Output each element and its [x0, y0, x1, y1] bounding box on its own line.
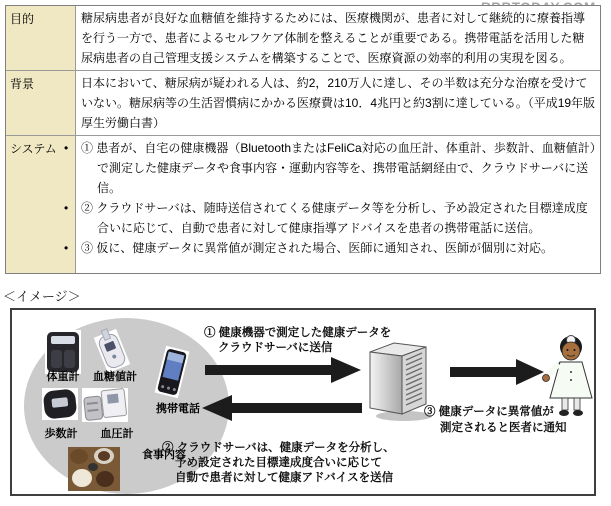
row-header-system: システム: [6, 136, 76, 273]
step2-annotation: [162, 441, 395, 486]
weight-scale-display: [51, 336, 75, 344]
mobile-phone-key: [167, 386, 171, 390]
pedometer-label: 歩数計: [44, 428, 78, 440]
system-item-3-text: ③ 仮に、健康データに異常値が測定された場合、医師に通知され、医師が個別に対応。: [81, 241, 554, 255]
step3-annotation: [424, 404, 567, 436]
spec-table: [5, 5, 601, 274]
mobile-phone-screen: [163, 352, 185, 381]
cuff-band: [87, 409, 98, 412]
step1-line2: クラウドサーバに送信: [218, 342, 333, 354]
mobile-phone-screen-glare: [167, 352, 184, 364]
glucose-meter-display: [104, 341, 116, 352]
step3-line1: ③ 健康データに異常値が: [424, 406, 554, 418]
meal-photo: [68, 447, 120, 491]
system-item-2-text: ② クラウドサーバは、随時送信されてくる健康データ等を分析し、予め設定された目標達成度合いに応じて、自動で患者に対して健康指導アドバイスを患者の携帯電話に送信。: [81, 201, 588, 235]
step2-line1: ② クラウドサーバは、健康データを分析し、: [162, 442, 395, 454]
system-item-1: [64, 138, 596, 198]
row-header-purpose: 目的: [6, 6, 76, 70]
mobile-phone-key: [172, 388, 176, 392]
row-cell-purpose: [76, 6, 600, 70]
advice-arrow-icon: [202, 395, 362, 421]
mobile-phone-key: [161, 385, 165, 389]
blood-pressure-monitor-body: [83, 388, 128, 422]
bullet-icon: •: [64, 241, 69, 255]
pedometer-display: [51, 397, 68, 408]
pedometer-icon: [42, 388, 78, 420]
weight-scale-pad: [51, 350, 62, 368]
table-row-purpose: [6, 6, 600, 71]
meal-photo-icon: [68, 447, 120, 491]
blood-pressure-monitor-label: 血圧計: [100, 428, 134, 440]
row-header-background: 背景: [6, 71, 76, 135]
weight-scale-body: [47, 332, 79, 372]
cuff-band: [87, 402, 98, 405]
meal-photo-label: 食事内容: [142, 449, 186, 461]
side-dish: [70, 449, 88, 464]
rice-bowl: [72, 469, 92, 487]
pedometer-body: [43, 388, 78, 419]
bullet-icon: •: [64, 201, 69, 215]
weight-scale-pad: [64, 350, 75, 368]
step3-line2: 測定されると医者に通知: [440, 422, 567, 434]
blood-pressure-display: [107, 394, 119, 404]
blood-pressure-monitor-icon: [82, 388, 128, 422]
background-text: 日本において、糖尿病が疑われる人は、約2，210万人に達し、その半数は充分な治療を受けていない。糖尿病等の生活習慣病にかかる医療費は10．4兆円と約3割に達している。（平成19年版厚生労働白書）: [81, 76, 596, 130]
table-row-system: [6, 136, 600, 273]
weight-scale-label: 体重計: [46, 371, 80, 383]
small-dish: [88, 463, 98, 471]
glucose-meter-button: [112, 354, 117, 359]
system-item-2: [64, 198, 596, 238]
system-item-1-text: ① 患者が、自宅の健康機器（BluetoothまたはFeliCa対応の血圧計、体重計、歩数計、血糖値計）で測定した健康データや食事内容・運動内容等を、携帯電話網経由で、クラウドサーバに送信。: [81, 141, 596, 195]
system-item-3: [64, 238, 596, 258]
step2-line3: 自動で患者に対して健康アドバイスを送信: [175, 472, 394, 484]
purpose-text: 糖尿病患者が良好な血糖値を維持するためには、医療機関が、患者に対して継続的に療養指導を行う一方で、患者によるセルフケア体制を整えることが重要である。携帯電話を活用した糖尿病患者の自己管理支援システムを構築することで、医療資源の効率的利用の実現を図る。: [81, 11, 586, 65]
soup-bowl: [96, 471, 114, 487]
image-section-label: ＜イメージ＞: [3, 289, 81, 304]
row-cell-background: [76, 71, 600, 135]
salad-contents: [98, 451, 110, 461]
notify-arrow-icon: [450, 359, 544, 385]
row-cell-system: [64, 136, 600, 273]
step1-line1: ① 健康機器で測定した健康データを: [204, 327, 392, 339]
glucose-meter-label: 血糖値計: [93, 371, 137, 383]
step2-line2: 予め設定された目標達成度合いに応じて: [175, 457, 382, 469]
blood-pressure-unit: [100, 388, 127, 418]
system-diagram: [10, 308, 596, 496]
bullet-icon: •: [64, 141, 69, 155]
upload-arrow-icon: [205, 357, 361, 383]
glucose-test-strip: [101, 328, 112, 341]
table-row-background: [6, 71, 600, 136]
mobile-phone-label: 携帯電話: [156, 403, 200, 415]
